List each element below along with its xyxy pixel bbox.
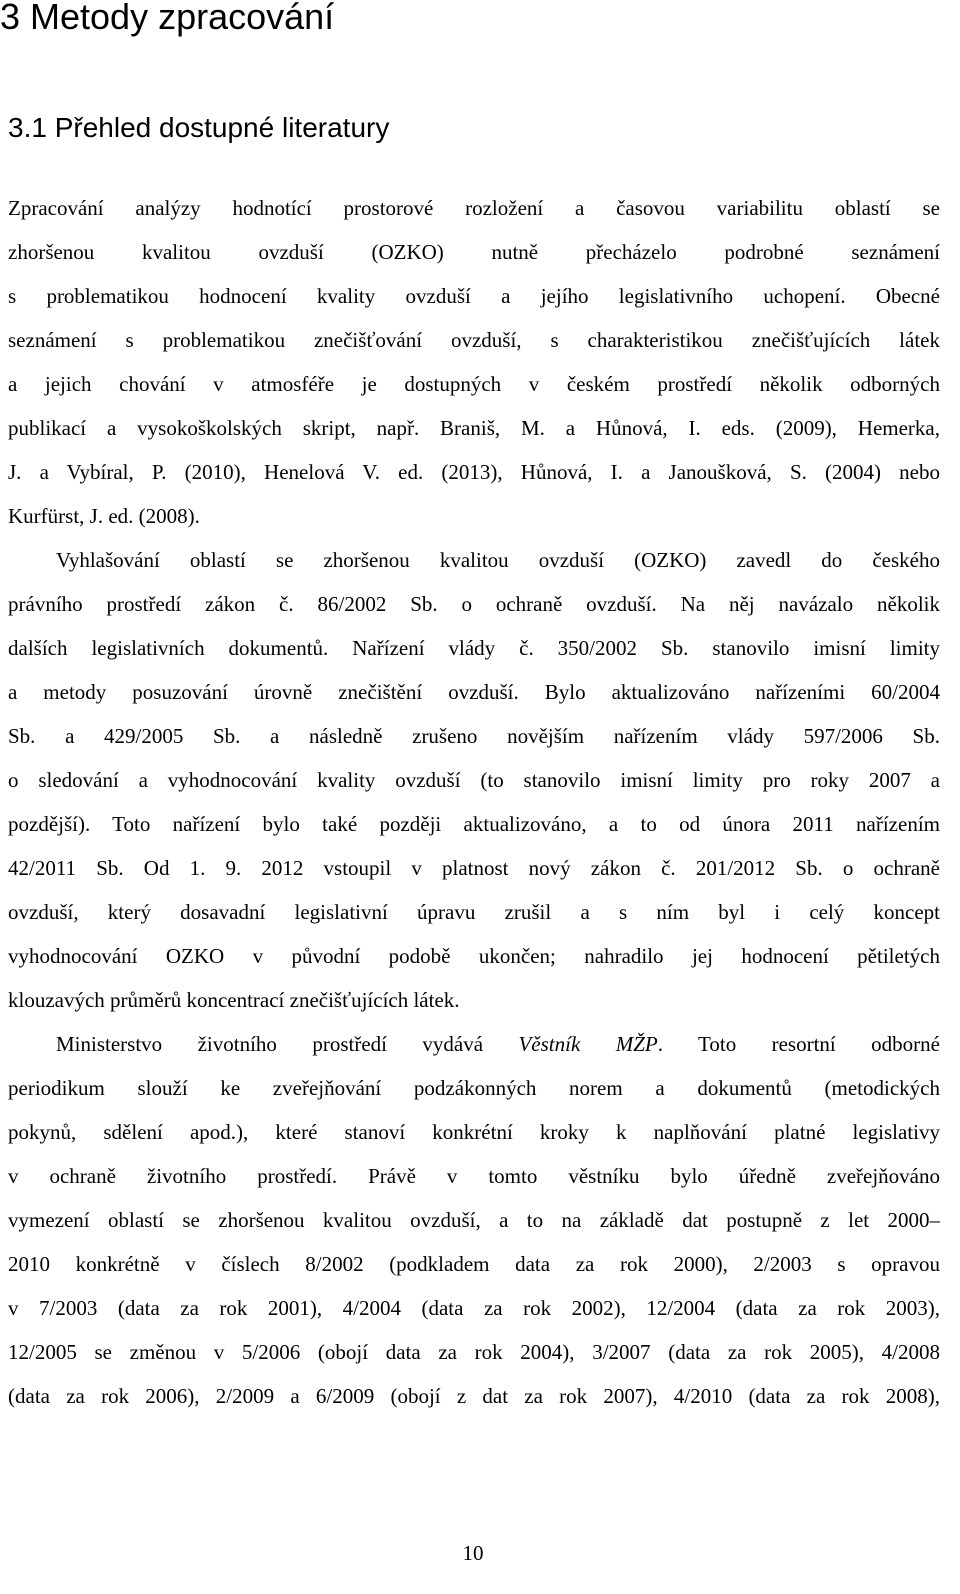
text-line: Sb. a 429/2005 Sb. a následně zrušeno novějším nařízením vlády 597/2006 Sb. <box>8 724 940 748</box>
text-line: 42/2011 Sb. Od 1. 9. 2012 vstoupil v platnost nový zákon č. 201/2012 Sb. o ochraně <box>8 856 940 880</box>
text-line <box>8 1022 940 1066</box>
text-line: zhoršenou kvalitou ovzduší (OZKO) nutně přecházelo podrobné seznámení <box>8 240 940 264</box>
text-line: a metody posuzování úrovně znečištění ovzduší. Bylo aktualizováno nařízeními 60/2004 <box>8 680 940 704</box>
text-line: publikací a vysokoškolských skript, např. Braniš, M. a Hůnová, I. eds. (2009), Hemerka, <box>8 416 940 440</box>
publication-title: Věstník MŽP <box>518 1032 658 1056</box>
text-line: klouzavých průměrů koncentrací znečišťujících látek. <box>8 988 460 1012</box>
page-number: 10 <box>462 1541 484 1565</box>
text-line: (data za rok 2006), 2/2009 a 6/2009 (obojí z dat za rok 2007), 4/2010 (data za rok 2008), <box>8 1384 940 1408</box>
text-line: seznámení s problematikou znečišťování ovzduší, s charakteristikou znečišťujících látek <box>8 328 940 352</box>
body-text <box>8 186 940 1418</box>
text-line: Zpracování analýzy hodnotící prostorové rozložení a časovou variabilitu oblastí se <box>8 196 940 220</box>
text-line: o sledování a vyhodnocování kvality ovzduší (to stanovilo imisní limity pro roky 2007 a <box>8 768 940 792</box>
text-line: právního prostředí zákon č. 86/2002 Sb. o ochraně ovzduší. Na něj navázalo několik <box>8 592 940 616</box>
text-line: 12/2005 se změnou v 5/2006 (obojí data za rok 2004), 3/2007 (data za rok 2005), 4/2008 <box>8 1340 940 1364</box>
text-line: v ochraně životního prostředí. Právě v tomto věstníku bylo úředně zveřejňováno <box>8 1164 940 1188</box>
chapter-heading: 3 Metody zpracování <box>0 0 335 37</box>
text-line: dalších legislativních dokumentů. Nařízení vlády č. 350/2002 Sb. stanovilo imisní limity <box>8 636 940 660</box>
text-line: 2010 konkrétně v číslech 8/2002 (podkladem data za rok 2000), 2/2003 s opravou <box>8 1252 940 1276</box>
text-line: v 7/2003 (data za rok 2001), 4/2004 (data za rok 2002), 12/2004 (data za rok 2003), <box>8 1296 940 1320</box>
text-line: s problematikou hodnocení kvality ovzduší a jejího legislativního uchopení. Obecné <box>8 284 940 308</box>
text-run: Ministerstvo životního prostředí vydává <box>56 1032 484 1056</box>
text-line: vymezení oblastí se zhoršenou kvalitou ovzduší, a to na základě dat postupně z let 2000– <box>8 1208 940 1232</box>
text-line: ovzduší, který dosavadní legislativní úpravu zrušil a s ním byl i celý koncept <box>8 900 940 924</box>
text-line: a jejich chování v atmosféře je dostupných v českém prostředí několik odborných <box>8 372 940 396</box>
text-run: . Toto resortní odborné <box>657 1032 940 1056</box>
text-line: pozdější). Toto nařízení bylo také později aktualizováno, a to od února 2011 nařízením <box>8 812 940 836</box>
text-line: pokynů, sdělení apod.), které stanoví konkrétní kroky k naplňování platné legislativy <box>8 1120 940 1144</box>
section-heading: 3.1 Přehled dostupné literatury <box>8 112 390 143</box>
text-line: periodikum slouží ke zveřejňování podzákonných norem a dokumentů (metodických <box>8 1076 940 1100</box>
text-line: vyhodnocování OZKO v původní podobě ukončen; nahradilo jej hodnocení pětiletých <box>8 944 940 968</box>
text-line: Vyhlašování oblastí se zhoršenou kvalitou ovzduší (OZKO) zavedl do českého <box>56 548 940 572</box>
text-line: J. a Vybíral, P. (2010), Henelová V. ed. (2013), Hůnová, I. a Janoušková, S. (2004) nebo <box>8 460 940 484</box>
text-line: Kurfürst, J. ed. (2008). <box>8 504 200 528</box>
